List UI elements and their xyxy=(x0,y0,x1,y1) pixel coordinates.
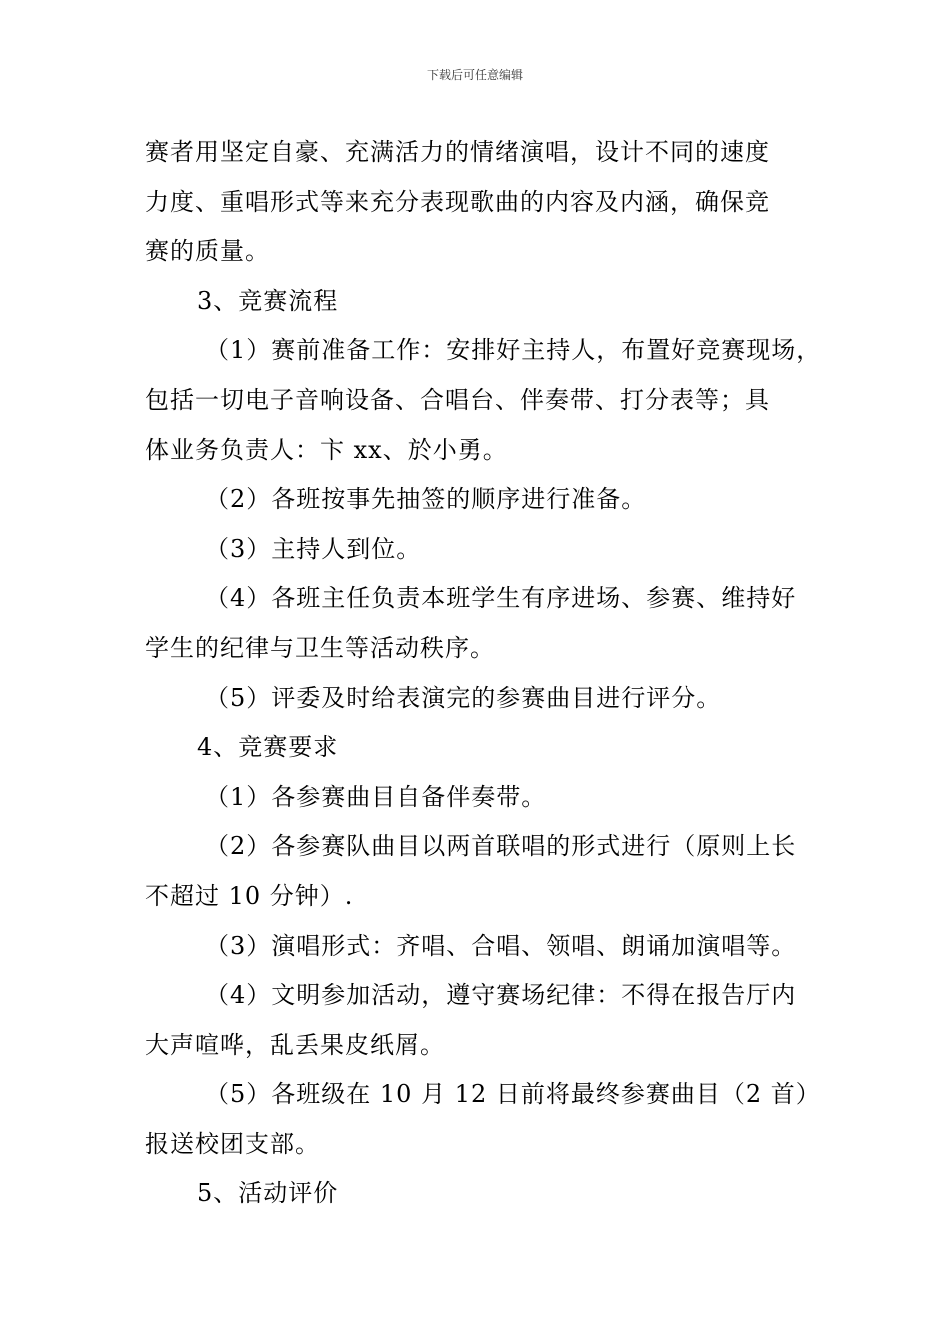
page-header: 下载后可任意编辑 xyxy=(426,68,523,82)
paragraph-line: （3）主持人到位。 xyxy=(205,534,422,563)
paragraph-line: （2）各参赛队曲目以两首联唱的形式进行（原则上长 xyxy=(205,832,797,861)
paragraph-line: 赛的质量。 xyxy=(145,237,270,266)
paragraph-line: 学生的纪律与卫生等活动秩序。 xyxy=(145,633,495,662)
paragraph-line: （1）各参赛曲目自备伴奏带。 xyxy=(205,782,547,811)
paragraph-line: （1）赛前准备工作：安排好主持人，布置好竞赛现场， xyxy=(205,336,822,365)
section-heading-competition-process: 3、竞赛流程 xyxy=(197,286,339,315)
paragraph-line: （3）演唱形式：齐唱、合唱、领唱、朗诵加演唱等。 xyxy=(205,931,797,960)
section-heading-competition-requirements: 4、竞赛要求 xyxy=(197,733,339,762)
paragraph-line: （4）文明参加活动，遵守赛场纪律：不得在报告厅内 xyxy=(205,981,797,1010)
paragraph-line: 报送校团支部。 xyxy=(145,1129,320,1158)
paragraph-line: （2）各班按事先抽签的顺序进行准备。 xyxy=(205,485,647,514)
paragraph-line: 大声喧哗，乱丢果皮纸屑。 xyxy=(145,1030,445,1059)
paragraph-line: （4）各班主任负责本班学生有序进场、参赛、维持好 xyxy=(205,584,797,613)
paragraph-line: 不超过 10 分钟）. xyxy=(145,881,354,910)
section-heading-activity-evaluation: 5、活动评价 xyxy=(197,1179,339,1208)
paragraph-line: 包括一切电子音响设备、合唱台、伴奏带、打分表等；具 xyxy=(145,385,770,414)
paragraph-line: 赛者用坚定自豪、充满活力的情绪演唱，设计不同的速度 xyxy=(145,138,770,166)
document-body xyxy=(145,128,822,1219)
paragraph-line: （5）评委及时给表演完的参赛曲目进行评分。 xyxy=(205,683,722,712)
paragraph-line: 体业务负责人：卞 xx、於小勇。 xyxy=(145,435,508,464)
paragraph-line: 力度、重唱形式等来充分表现歌曲的内容及内涵，确保竞 xyxy=(145,187,770,216)
paragraph-line: （5）各班级在 10 月 12 日前将最终参赛曲目（2 首） xyxy=(205,1080,821,1109)
